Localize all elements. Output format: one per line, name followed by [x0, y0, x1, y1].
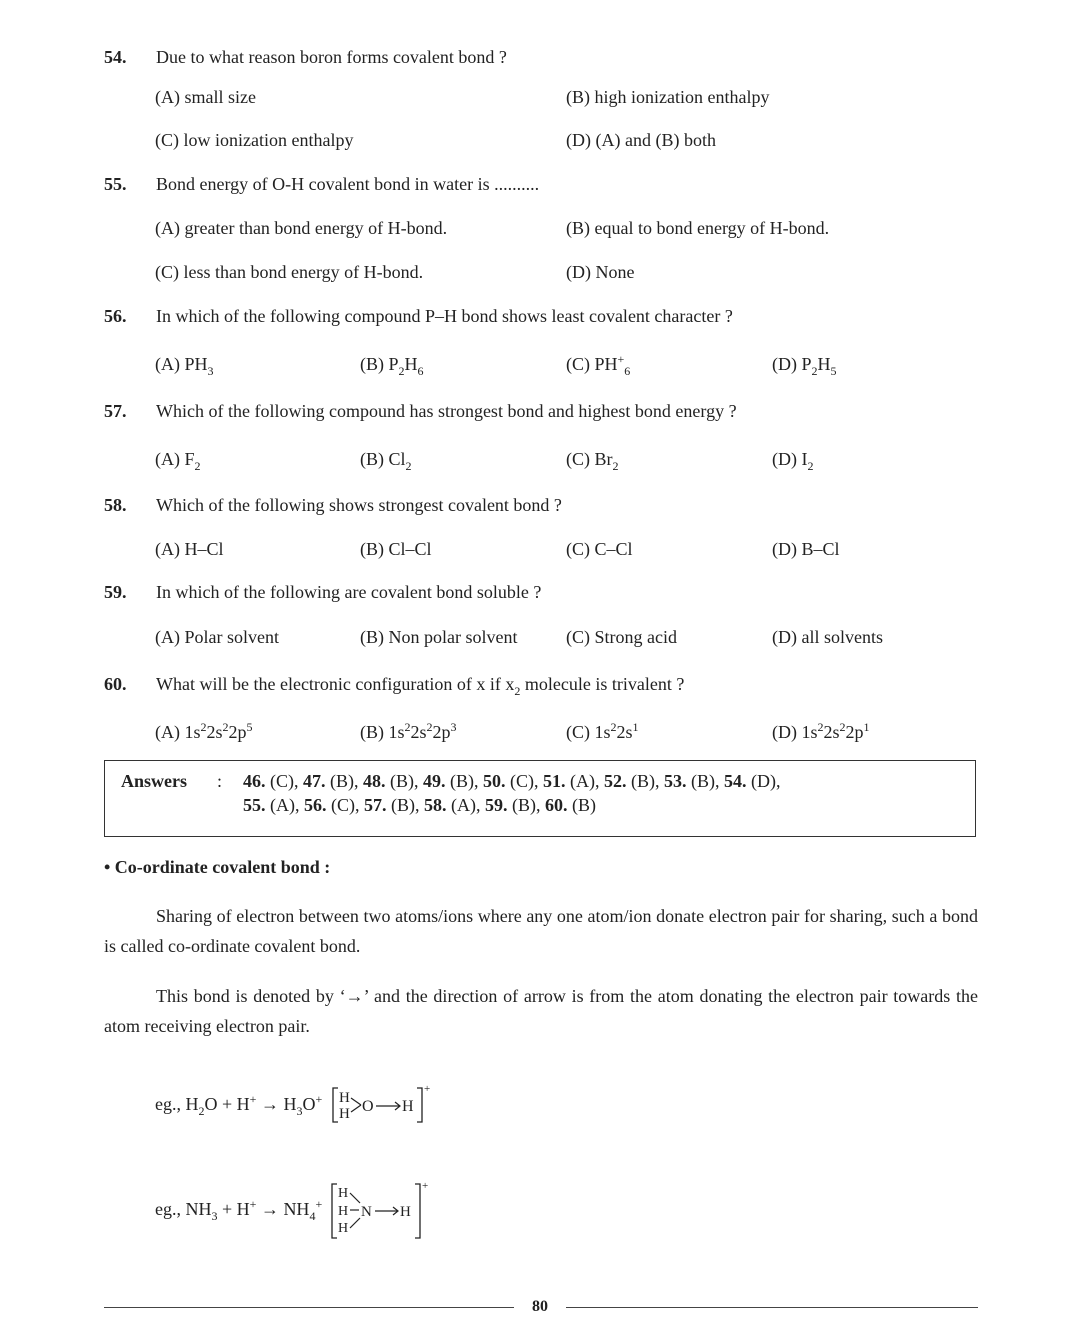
example-ammonium: eg., $NH_3 + H^+ \to NH_4^+$ H H H N H + [155, 1180, 447, 1242]
option-b: (B) $P_2H_6$ [360, 354, 424, 378]
svg-text:H: H [337, 1186, 348, 1201]
svg-text:+: + [421, 1180, 428, 1192]
option-a: (A) small size [155, 87, 256, 107]
hydronium-structure [329, 1082, 447, 1130]
svg-text:H: H [337, 1204, 348, 1219]
option-d: (D) (A) and (B) both [566, 130, 716, 150]
option-d: (D) B–Cl [772, 539, 840, 559]
question-text: In which of the following compound P–H bond shows least covalent character ? [156, 306, 733, 326]
option-b: (B) equal to bond energy of H-bond. [566, 218, 830, 238]
answers-colon: : [217, 771, 223, 791]
question-number: 54. [104, 47, 127, 67]
option-b: (B) high ionization enthalpy [566, 87, 770, 107]
question-number: 58. [104, 495, 127, 515]
svg-text:H: H [338, 1106, 350, 1122]
paragraph-notation: This bond is denoted by ‘→’ and the direction of arrow is from the atom donating the electron pair towards the atom receiving electron pair. [104, 986, 978, 1036]
question-number: 56. [104, 306, 127, 326]
option-d: (D) $I_2$ [772, 449, 814, 473]
svg-text:H: H [399, 1204, 411, 1220]
question-number: 57. [104, 401, 127, 421]
option-b: (B) $1s^22s^22p^3$ [360, 720, 457, 742]
option-c: (C) $Br_2$ [566, 449, 619, 473]
option-a: (A) $PH_3$ [155, 354, 214, 378]
question-text: In which of the following are covalent bond soluble ? [156, 582, 542, 602]
option-c: (C) $1s^22s^1$ [566, 720, 639, 742]
question-text: Which of the following compound has strongest bond and highest bond energy ? [156, 401, 737, 421]
svg-text:N: N [360, 1204, 372, 1220]
answers-line-1: 46. (C), 47. (B), 48. (B), 49. (B), 50. (C), 51. (A), 52. (B), 53. (B), 54. (D), [243, 771, 781, 791]
paragraph-definition: Sharing of electron between two atoms/ions where any one atom/ion donate electron pair for sharing, such a bond is called co-ordinate covalent bond. [104, 906, 978, 956]
question-text: Due to what reason boron forms covalent bond ? [156, 47, 507, 67]
svg-text:H: H [337, 1221, 348, 1236]
section-heading: • Co-ordinate covalent bond : [104, 857, 331, 877]
svg-text:+: + [423, 1083, 430, 1095]
ammonium-structure [329, 1180, 447, 1242]
option-b: (B) $Cl_2$ [360, 449, 412, 473]
svg-text:O: O [361, 1098, 374, 1115]
option-a: (A) $1s^22s^22p^5$ [155, 720, 253, 742]
option-a: (A) Polar solvent [155, 627, 279, 647]
option-d: (D) $P_2H_5$ [772, 354, 837, 378]
footer-rule-left [104, 1307, 514, 1308]
option-a: (A) H–Cl [155, 539, 224, 559]
option-a: (A) $F_2$ [155, 449, 201, 473]
answers-box [104, 760, 976, 837]
footer-rule-right [566, 1307, 978, 1308]
question-text: What will be the electronic configuration of x if $x_2$ molecule is trivalent ? [156, 674, 685, 698]
answers-line-2: 55. (A), 56. (C), 57. (B), 58. (A), 59. (B), 60. (B) [243, 795, 596, 815]
option-d: (D) None [566, 262, 635, 282]
svg-text:H: H [401, 1098, 414, 1115]
example-hydronium: eg., $H_2O + H^+ \to H_3O^+$ H H O H + [155, 1082, 447, 1130]
option-d: (D) all solvents [772, 627, 883, 647]
question-number: 59. [104, 582, 127, 602]
svg-text:H: H [338, 1090, 350, 1106]
question-number: 60. [104, 674, 127, 694]
question-text: Which of the following shows strongest covalent bond ? [156, 495, 562, 515]
question-number: 55. [104, 174, 127, 194]
option-c: (C) C–Cl [566, 539, 633, 559]
option-a: (A) greater than bond energy of H-bond. [155, 218, 448, 238]
page-number: 80 [532, 1298, 548, 1315]
option-c: (C) low ionization enthalpy [155, 130, 354, 150]
option-b: (B) Cl–Cl [360, 539, 432, 559]
question-text: Bond energy of O-H covalent bond in water is .......... [156, 174, 540, 194]
option-c: (C) $PH^+_6$ [566, 352, 631, 378]
option-d: (D) $1s^22s^22p^1$ [772, 720, 870, 742]
answers-label: Answers [121, 771, 187, 791]
option-b: (B) Non polar solvent [360, 627, 518, 647]
option-c: (C) Strong acid [566, 627, 677, 647]
option-c: (C) less than bond energy of H-bond. [155, 262, 424, 282]
